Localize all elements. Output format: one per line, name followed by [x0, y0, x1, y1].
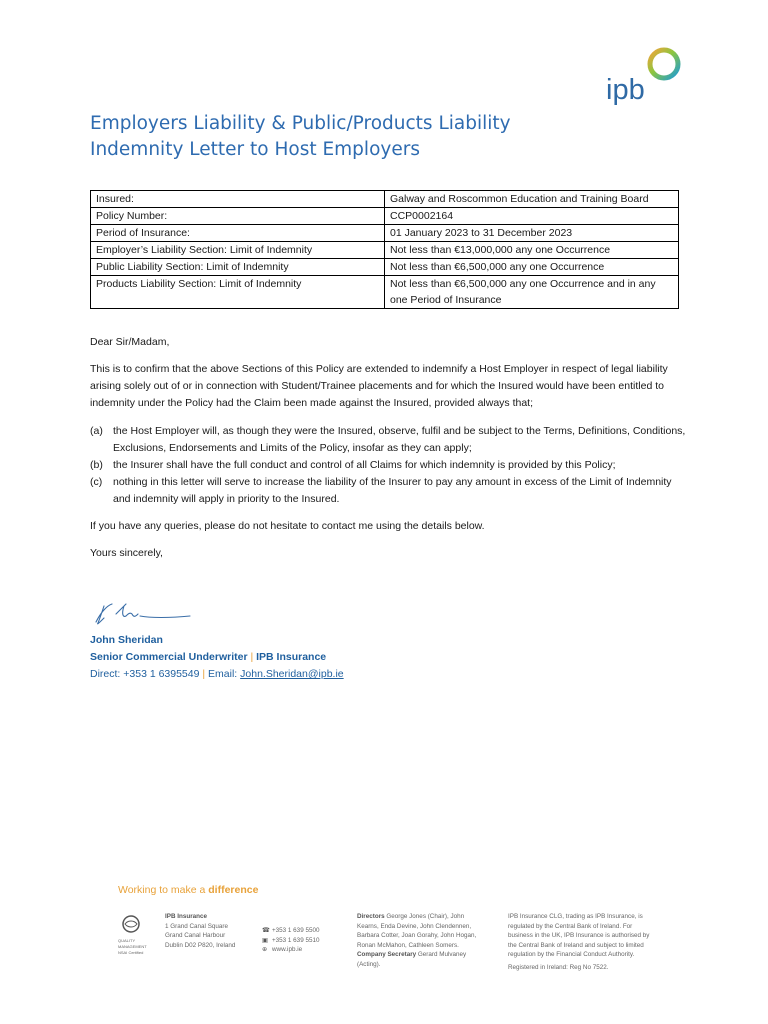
cert-line: QUALITY: [118, 937, 136, 943]
greeting: Dear Sir/Madam,: [90, 336, 170, 348]
footer-phone-row: [262, 926, 319, 936]
closing: Yours sincerely,: [90, 547, 163, 559]
table-value-cell: Not less than €13,000,000 any one Occurrence: [385, 242, 679, 259]
table-label-cell: Employer’s Liability Section: Limit of Indemnity: [91, 242, 385, 259]
title-line-1: Employers Liability & Public/Products Liability: [90, 113, 511, 134]
list-text: the Host Employer will, as though they were the Insured, observe, fulfil and be subject to the Terms, Definitions, Conditions, Exclusions, Endorsements and Limits of the Policy, insofar as they can apply;: [113, 425, 686, 454]
table-value-cell: 01 January 2023 to 31 December 2023: [385, 225, 679, 242]
signer-contact-line: [90, 666, 344, 683]
footer-fax: +353 1 639 5510: [272, 936, 320, 944]
secretary-label: Company Secretary: [357, 951, 417, 958]
table-row: [91, 208, 679, 225]
directors-text: George Jones (Chair), John Kearns, Enda Devine, John Clendennen, Barbara Cotter, Joan Gorahy, John Hogan, Ronan McMahon, Cathleen Somers.: [357, 913, 477, 949]
globe-icon: ⊕: [262, 946, 268, 953]
list-marker: (a): [90, 425, 103, 437]
table-value-cell: Galway and Roscommon Education and Training Board: [385, 191, 679, 208]
footer-web[interactable]: www.ipb.ie: [272, 946, 303, 953]
quality-cert-badge: [118, 914, 148, 962]
directors-label: Directors: [357, 913, 385, 920]
table-row: [91, 225, 679, 242]
table-label-cell: Insured:: [91, 191, 385, 208]
footer-fax-row: [262, 936, 319, 946]
footer-regulatory: [508, 912, 658, 972]
handwritten-signature: [90, 596, 200, 635]
ipb-logo: [604, 44, 684, 114]
list-item: [90, 457, 686, 474]
table-row: [91, 259, 679, 276]
list-item: [90, 474, 686, 508]
separator: |: [202, 668, 206, 680]
footer-address: [165, 912, 235, 950]
cert-line: MANAGEMENT: [118, 943, 147, 949]
table-row: [91, 242, 679, 259]
table-label-cell: Products Liability Section: Limit of Indemnity: [91, 276, 385, 309]
letter-title: [90, 111, 511, 163]
policy-table: [90, 190, 679, 309]
fax-icon: ▣: [262, 936, 268, 944]
queries-paragraph: If you have any queries, please do not hesitate to contact me using the details below.: [90, 520, 485, 532]
table-label-cell: Public Liability Section: Limit of Indemnity: [91, 259, 385, 276]
list-item: [90, 423, 686, 457]
list-text: the Insurer shall have the full conduct and control of all Claims for which indemnity is provided by this Policy;: [113, 459, 616, 471]
email-label: Email:: [208, 668, 241, 680]
list-text: nothing in this letter will serve to increase the liability of the Insurer to pay any amount in excess of the Limit of Indemnity and indemnity will apply in priority to the Insured.: [113, 476, 672, 505]
list-marker: (c): [90, 476, 103, 488]
cert-icon: [118, 914, 144, 934]
footer-directors: [357, 912, 487, 969]
regulatory-text: IPB Insurance CLG, trading as IPB Insurance, is regulated by the Central Bank of Ireland. For business in the UK, IPB Insurance is authorised by the Central Bank of Ireland and subject to limited regulation by the Financial Conduct Authority.: [508, 913, 650, 958]
separator: |: [250, 651, 254, 663]
signer-role-line: [90, 649, 344, 666]
phone-icon: ☎: [262, 927, 270, 934]
email-link[interactable]: John.Sheridan@ipb.ie: [240, 668, 344, 680]
secretary-text: Gerard Mulvaney (Acting).: [357, 951, 467, 968]
signer-company: IPB Insurance: [256, 651, 327, 663]
table-value-cell: Not less than €6,500,000 any one Occurrence: [385, 259, 679, 276]
table-row: [91, 276, 679, 309]
title-line-2: Indemnity Letter to Host Employers: [90, 139, 420, 160]
signer-block: [90, 632, 344, 683]
address-line: 1 Grand Canal Square: [165, 922, 229, 930]
address-line: Dublin D02 P820, Ireland: [165, 941, 236, 949]
signer-name: John Sheridan: [90, 634, 163, 646]
table-value-cell: CCP0002164: [385, 208, 679, 225]
intro-paragraph: This is to confirm that the above Sections of this Policy are extended to indemnify a Host Employer in respect of legal liability arising solely out of or in connection with Student/Trainee placements and for which the Insured would have been entitled to indemnity under the Policy had the Claim been made against the Insured, provided always that;: [90, 363, 668, 409]
tagline-prefix: Working to make a: [118, 884, 209, 896]
table-value-cell: Not less than €6,500,000 any one Occurrence and in any one Period of Insurance: [385, 276, 679, 309]
list-marker: (b): [90, 459, 103, 471]
table-label-cell: Period of Insurance:: [91, 225, 385, 242]
footer-web-row: [262, 945, 319, 955]
signer-role: Senior Commercial Underwriter: [90, 651, 248, 663]
registered-text: Registered in Ireland: Reg No 7522.: [508, 963, 609, 971]
footer-phone: +353 1 639 5500: [272, 927, 320, 934]
tagline-emphasis: difference: [208, 884, 259, 896]
direct-phone: Direct: +353 1 6395549: [90, 668, 200, 680]
table-row: [91, 191, 679, 208]
footer-contacts: [262, 926, 319, 955]
address-line: Grand Canal Harbour: [165, 932, 226, 939]
table-label-cell: Policy Number:: [91, 208, 385, 225]
logo-text: ipb: [606, 74, 645, 106]
footer-company: IPB Insurance: [165, 913, 207, 920]
provisions-list: [90, 423, 686, 508]
cert-line: NSAI Certified: [118, 949, 144, 955]
footer-tagline: [118, 884, 258, 896]
